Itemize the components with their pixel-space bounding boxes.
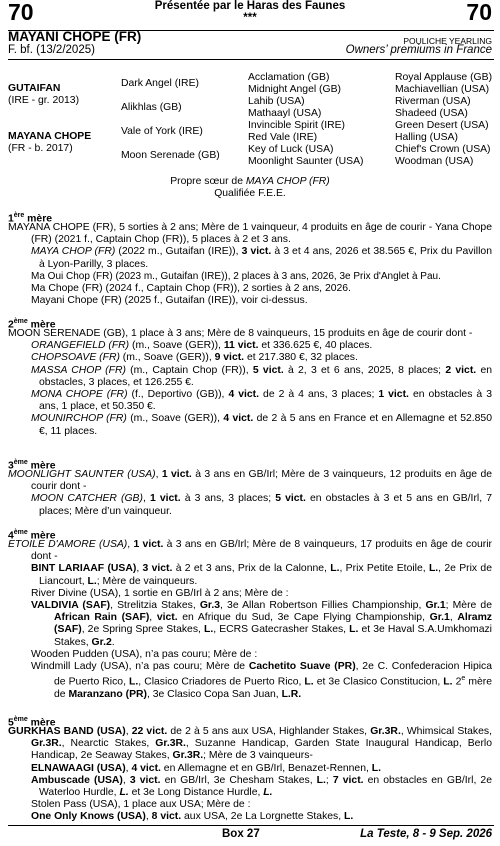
produce-entry: ORANGEFIELD (FR) (m., Soave (GER)), 11 vict. et 336.625 €, 40 places. [31,340,373,352]
footer-rule [8,825,494,826]
gen2-item: Alikhlas (GB) [121,102,182,113]
gen2-item: Dark Angel (IRE) [121,78,199,89]
dam-intro: MOON SERENADE (GB), 1 place à 3 ans; Mère de 8 vainqueurs, 15 produits en âge de courir dont - [8,328,473,339]
produce-entry: Stolen Pass (USA), 1 place aux USA; Mère de : [31,799,251,811]
first-dam-section [8,222,492,307]
category-label: POULICHE YEARLING [403,36,492,46]
grand-produce-entry: VALDIVIA (SAF), Strelitzia Stakes, Gr.3, 3e Allan Robertson Fillies Championship, Gr.1; Mère de African Rain (SAF), vict. en Afrique du Sud, 3e Cape Flying Championship, Gr.1, Alramz (SAF), 2e Spring Spree Stakes, L., ECRS Gatecrasher Stakes, L. et 3e Haval S.A.Umkhomazi Stakes, Gr.2. [31,600,493,648]
produce-entry: Ambuscade (USA), 3 vict. en GB/Irl, 3e Chesham Stakes, L.; 7 vict. en obstacles en GB/Irl, 2e Waterloo Hurdle, L. et 3e Long Distance Hurdle, L. [31,774,492,799]
heading-first-dam: 1ère mère [8,212,53,225]
pedigree-dam [8,131,91,154]
sire-info: (IRE - gr. 2013) [8,94,80,106]
heading-fifth-dam: 5ème mère [8,716,56,729]
produce-entry: Mayani Chope (FR) (2025 f., Gutaifan (IRE)), voir ci-dessus. [31,295,308,307]
gen2-item: Vale of York (IRE) [121,126,203,137]
dam-intro: ETOILE D'AMORE (USA), 1 vict. à 3 ans en GB/Irl; Mère de 8 vainqueurs, 17 produits en âge de courir dont - [8,539,492,563]
gen3-item: Key of Luck (USA) [248,144,334,155]
lot-number-right: 70 [466,0,492,25]
produce-entry: MONA CHOPE (FR) (f., Deportivo (GB)), 4 vict. de 2 à 4 ans, 3 places; 1 vict. en obstacles à 3 ans, 1 place, et 50.350 €. [31,389,492,413]
horse-name: MAYANI CHOPE (FR) [8,29,142,44]
gen3-item: Acclamation (GB) [248,72,330,83]
gen4-item: Woodman (USA) [395,156,474,167]
gen2-item: Moon Serenade (GB) [121,150,220,161]
produce-entry: MOUNIRCHOP (FR) (m., Soave (GER)), 4 vict. de 2 à 5 ans en France et en Allemagne et 52.850 €, 11 places. [31,413,492,437]
qualification-note: Qualifiée F.E.E. [214,188,286,199]
fifth-dam-section [8,726,492,824]
gen4-item: Chief's Crown (USA) [395,144,491,155]
dam-intro: MAYANA CHOPE (FR), 5 sorties à 2 ans; Mère de 1 vainqueur, 4 produits en âge de courir - Yana Chope (FR) (2021 f., Captain Chop (FR)), 5 places à 2 et 3 ans. [8,222,492,246]
produce-entry: BINT LARIAAF (USA), 3 vict. à 2 et 3 ans, Prix de la Calonne, L., Prix Petite Etoile, L., 2e Prix de Liancourt, L.; Mère de vainqueurs. [31,563,492,587]
heading-fourth-dam: 4ème mère [8,529,56,542]
box-number: Box 27 [222,828,260,840]
gen3-item: Midnight Angel (GB) [248,84,341,95]
second-dam-section [8,328,492,438]
consignor-line [0,0,500,24]
fourth-dam-section [8,539,492,701]
gen3-item: Red Vale (IRE) [248,132,318,143]
consignor-stars: *** [243,12,257,24]
third-dam-section [8,469,492,518]
gen4-item: Riverman (USA) [395,96,471,107]
produce-entry: CHOPSOAVE (FR) (m., Soave (GER)), 9 vict. et 217.380 €, 32 places. [31,352,358,364]
gen3-item: Lahib (USA) [248,96,305,107]
sex-birth: F. bf. (13/2/2025) [8,44,95,56]
sire-name: GUTAIFAN [8,83,61,94]
produce-entry: ELNAWAAGI (USA), 4 vict. en Allemagne et en GB/Irl, Benazet-Rennen, L. [31,762,381,774]
produce-entry: River Divine (USA), 1 sortie en GB/Irl à 2 ans; Mère de : [31,587,289,599]
produce-entry: MASSA CHOP (FR) (m., Captain Chop (FR)), 5 vict. à 2, 3 et 6 ans, 2025, 8 places; 2 vict. en obstacles, 3 places, et 126.255 €. [31,364,493,388]
dam-intro: MOONLIGHT SAUNTER (USA), 1 vict. à 3 ans en GB/Irl; Mère de 3 vainqueurs, 12 produits en âge de courir dont - [8,469,493,493]
produce-entry: Ma Chope (FR) (2024 f., Captain Chop (FR)), 2 sorties à 2 ans, 2026. [31,283,351,295]
lot-number-left: 70 [8,0,34,25]
heading-third-dam: 3ème mère [8,459,56,472]
grand-produce-entry: Windmill Lady (USA), n’a pas couru; Mère de Cachetito Suave (PR), 2e C. Confederacion Hipica de Puerto Rico, L., Clasico Criadores de Puerto Rico, L. et 3e Clasico Constitucion, L. 2e mère de Maranzano (PR), 3e Clasico Copa San Juan, L.R. [31,661,493,700]
gen4-item: Royal Applause (GB) [395,72,493,83]
sibling-name: MAYA CHOP (FR) [245,176,330,187]
grand-produce-entry: One Only Knows (USA), 8 vict. aux USA, 2e La Lorgnette Stakes, L. [31,811,354,823]
sibling-note: Propre sœur de MAYA CHOP (FR) [170,176,330,187]
consignor-text: Présentée par le Haras des Faunes [154,0,346,12]
sale-info: La Teste, 8 - 9 Sep. 2026 [360,828,492,840]
premiums-note: Owners’ premiums in France [345,44,492,56]
dam-name: MAYANA CHOPE [8,131,92,142]
gen3-item: Moonlight Saunter (USA) [248,156,364,167]
gen4-item: Machiavellian (USA) [395,84,490,95]
gen3-item: Invincible Spirit (IRE) [248,120,346,131]
gen3-item: Mathaayl (USA) [248,108,322,119]
gen4-item: Halling (USA) [395,132,458,143]
produce-entry: MAYA CHOP (FR) (2022 m., Gutaifan (IRE)), 3 vict. à 3 et 4 ans, 2026 et 38.565 €, Prix du Pavillon à Lyon-Parilly, 3 places. [31,246,492,270]
gen4-item: Green Desert (USA) [395,120,489,131]
dam-info: (FR - b. 2017) [8,142,73,154]
pedigree-rule [8,59,494,60]
dam-intro: GURKHAS BAND (USA), 22 vict. de 2 à 5 ans aux USA, Highlander Stakes, Gr.3R., Whimsical Stakes, Gr.3R., Nearctic Stakes, Gr.3R., Suzanne Handicap, Garden State Inaugural Handicap, Berlo Handicap, 2e Seaway Stakes, Gr.3R.; Mère de 3 vainqueurs- [8,726,492,762]
produce-entry: MOON CATCHER (GB), 1 vict. à 3 ans, 3 places; 5 vict. en obstacles à 3 et 5 ans en GB/Irl, 7 places; Mère d’un vainqueur. [31,493,492,517]
produce-entry: Wooden Pudden (USA), n’a pas couru; Mère de : [31,648,258,660]
heading-second-dam: 2ème mère [8,318,56,331]
pedigree-sire [8,83,79,106]
gen4-item: Shadeed (USA) [395,108,468,119]
produce-entry: Ma Oui Chop (FR) (2023 m., Gutaifan (IRE)), 2 places à 3 ans, 2026, 3e Prix d'Anglet à Pau. [31,270,441,282]
